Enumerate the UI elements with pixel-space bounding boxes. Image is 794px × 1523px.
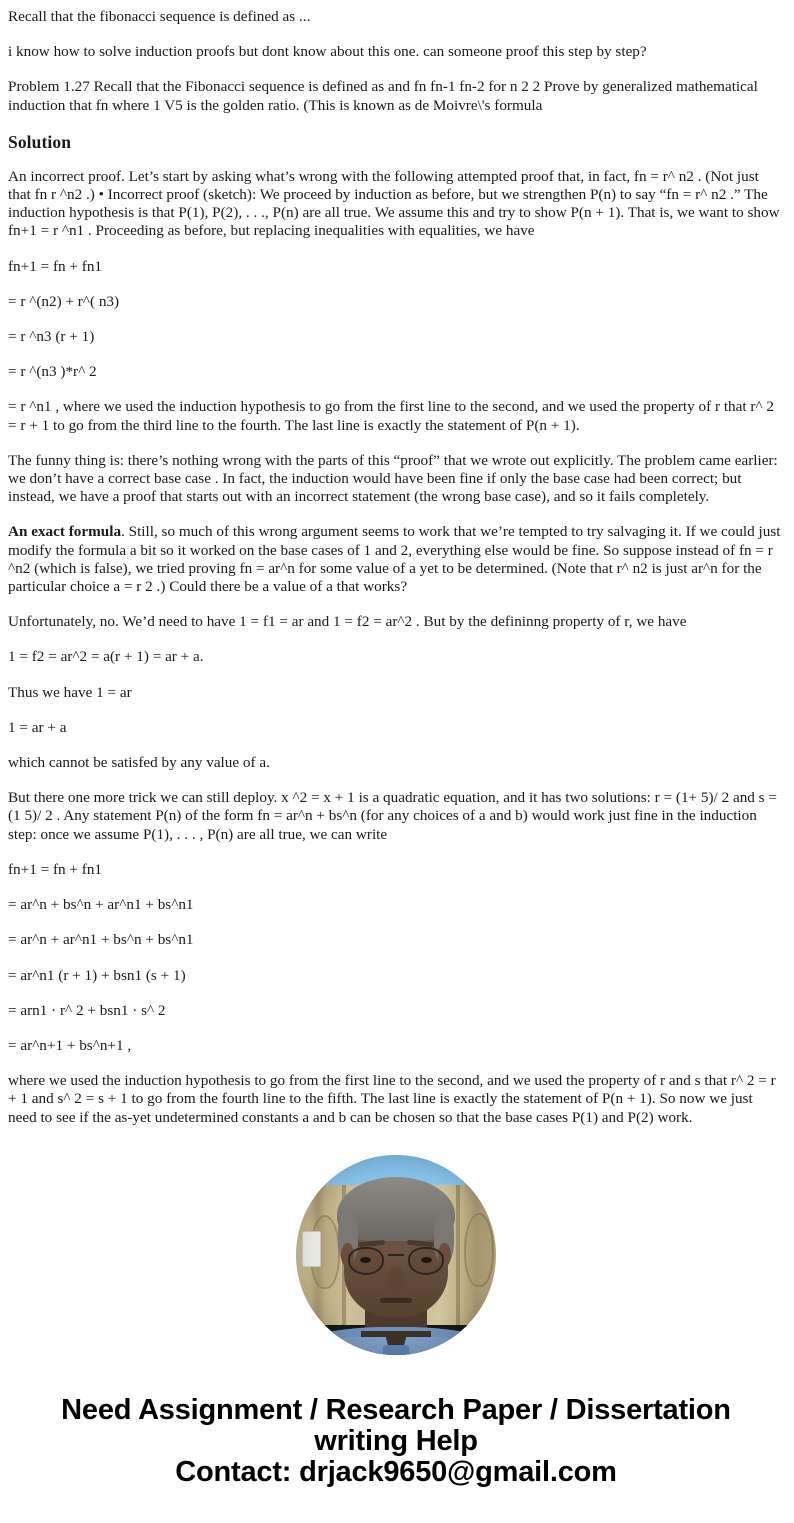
avatar: [296, 1155, 496, 1355]
paragraph-unfortunately: Unfortunately, no. We’d need to have 1 = f1 = ar and 1 = f2 = ar^2 . But by the defininng property of r, we have: [8, 613, 687, 631]
footer-line-3-contact-email: Contact: drjack9650@gmail.com: [175, 1455, 617, 1488]
footer-line-2: writing Help: [314, 1424, 478, 1457]
equation-line: = arn1 · r^ 2 + bsn1 · s^ 2: [8, 1001, 166, 1019]
equation-line: = r ^n3 (r + 1): [8, 328, 95, 346]
equation-line: 1 = f2 = ar^2 = a(r + 1) = ar + a.: [8, 648, 204, 666]
equation-line: = r ^(n2) + r^( n3): [8, 292, 120, 310]
equation-line: = r ^(n3 )*r^ 2: [8, 363, 97, 381]
equation-line: = ar^n+1 + bs^n+1 ,: [8, 1036, 132, 1054]
footer-line-1: Need Assignment / Research Paper / Dissertation: [61, 1393, 731, 1426]
equation-line: fn+1 = fn + fn1: [8, 860, 103, 878]
equation-line: = ar^n1 (r + 1) + bsn1 (s + 1): [8, 966, 186, 984]
paragraph-exact-formula: [8, 523, 784, 596]
problem-statement: Problem 1.27 Recall that the Fibonacci sequence is defined as and fn fn-1 fn-2 for n 2 2 Prove by generalized mathematical induction that fn where 1 V5 is the golden ratio. (This is known as de Moivre\'s formula: [8, 78, 758, 114]
equation-line: = ar^n + bs^n + ar^n1 + bs^n1: [8, 896, 194, 914]
exact-formula-body: . Still, so much of this wrong argument seems to work that we’re tempted to try salvaging it. If we could just modify the formula a bit so it worked on the base cases of 1 and 2, everything else would be fine. So suppose instead of fn = r ^n2 (which is false), we tried proving fn = ar^n for some value of a yet to be determined. (Note that r^ n2 is just ar^n for the particular choice a = r 2 .) Could there be a value of a that works?: [8, 523, 781, 596]
equation-line: fn+1 = fn + fn1: [8, 257, 103, 275]
paragraph-after-first-equations: = r ^n1 , where we used the induction hypothesis to go from the first line to the second, and we used the property of r that r^ 2 = r + 1 to go from the third line to the fourth. The last line is exactly the statement of P(n + 1).: [8, 398, 774, 434]
equation-line: = ar^n + ar^n1 + bs^n + bs^n1: [8, 931, 194, 949]
paragraph-funny-thing: The funny thing is: there’s nothing wrong with the parts of this “proof” that we wrote out explicitly. The problem came earlier: we don’t have a correct base case . In fact, the induction would have been fine if only the base case had been correct; but instead, we have a proof that starts out with an incorrect statement (the wrong base case), and so it fails completely.: [8, 451, 778, 506]
equation-line: 1 = ar + a: [8, 718, 67, 736]
paragraph-incorrect-proof: An incorrect proof. Let’s start by asking what’s wrong with the following attempted proof that, in fact, fn = r^ n2 . (Not just that fn r ^n2 .) • Incorrect proof (sketch): We proceed by induction as before, but we strengthen P(n) to say “fn = r^ n2 .” The induction hypothesis is that P(1), P(2), . . ., P(n) are all true. We assume this and try to show P(n + 1). That is, we want to show fn+1 = r ^n1 . Proceeding as before, but replacing inequalities with equalities, we have: [8, 167, 780, 240]
equation-line: which cannot be satisfed by any value of a.: [8, 754, 270, 772]
footer-contact-banner: [8, 1395, 784, 1510]
intro-line-1: Recall that the fibonacci sequence is defined as ...: [8, 8, 311, 25]
paragraph-closing: where we used the induction hypothesis to go from the first line to the second, and we used the property of r and s that r^ 2 = r + 1 and s^ 2 = s + 1 to go from the fourth line to the fifth. The last line is exactly the statement of P(n + 1). So now we just need to see if the as-yet undetermined constants a and b can be chosen so that the base cases P(1) and P(2) work.: [8, 1072, 776, 1126]
avatar-container: [8, 1155, 784, 1355]
equation-line: Thus we have 1 = ar: [8, 683, 132, 701]
avatar-vignette: [296, 1155, 496, 1355]
paragraph-one-more-trick: But there one more trick we can still deploy. x ^2 = x + 1 is a quadratic equation, and it has two solutions: r = (1+ 5)/ 2 and s = (1 5)/ 2 . Any statement P(n) of the form fn = ar^n + bs^n (for any choices of a and b) would work just fine in the induction step: once we assume P(1), . . . , P(n) are all true, we can write: [8, 789, 777, 843]
exact-formula-lead-in: An exact formula: [8, 523, 122, 541]
solution-heading: Solution: [8, 131, 72, 152]
intro-line-2: i know how to solve induction proofs but dont know about this one. can someone proof this step by step?: [8, 43, 647, 61]
